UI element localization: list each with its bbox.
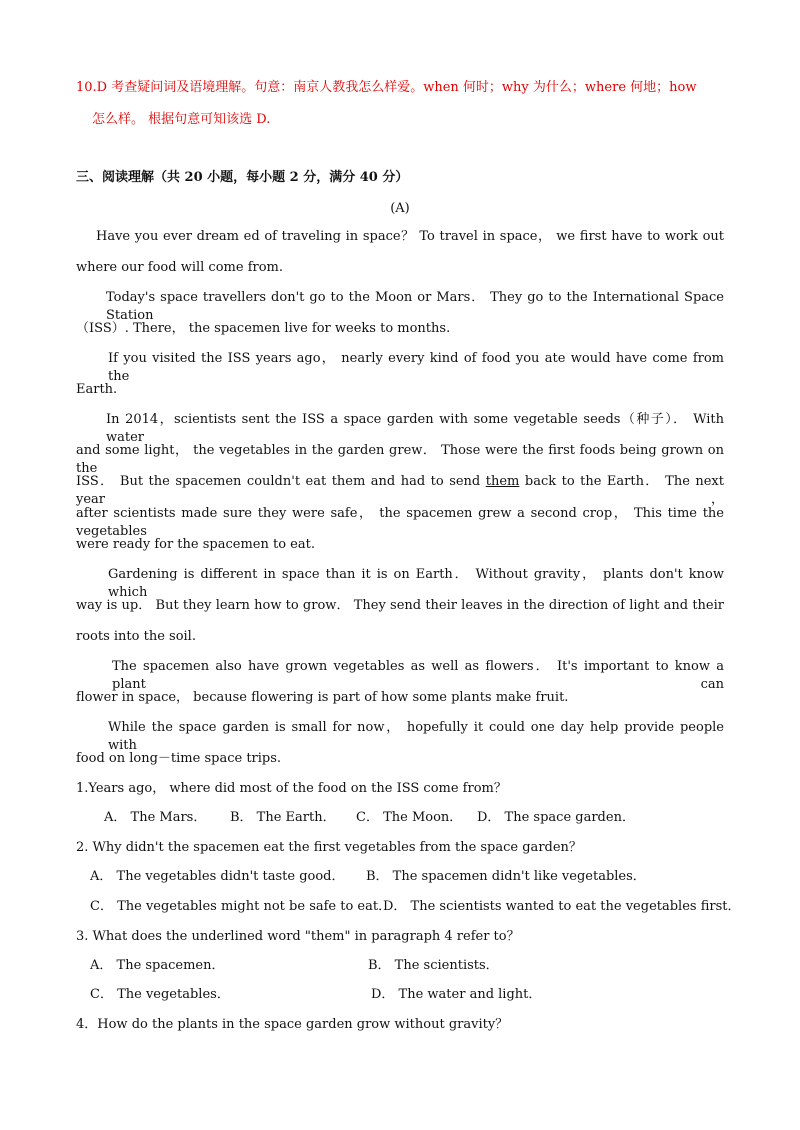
passage-p6-line-1: The spacemen also have grown vegetables as well as flowers． It's important to know a plant can [112,659,724,692]
question-2-option-c: C． The vegetables might not be safe to eat． [90,899,392,914]
question-2-option-d: D． The scientists wanted to eat the vegetables first． [383,899,741,914]
passage-p4-line-5: were ready for the spacemen to eat. [76,537,315,552]
question-2-stem: 2. Why didn't the spacemen eat the first vegetables from the space garden？ [76,840,582,855]
passage-p7-line-1: While the space garden is small for now， hopefully it could one day help provide people with [108,720,724,753]
question-1-option-a: A． The Mars． [104,810,207,825]
passage-p5-line-3: roots into the soil. [76,629,196,644]
passage-p1-line-1: Have you ever dream ed of traveling in space？ To travel in space， we first have to work out [96,229,724,244]
passage-p2-line-2: （ISS）. There， the spacemen live for weeks to months. [76,321,451,336]
answer-note-line-2: 怎么样。 根据句意可知该选 D. [92,112,271,127]
passage-p4-line-1: In 2014，scientists sent the ISS a space garden with some vegetable seeds（种子）． With water [106,412,724,445]
question-1-option-b: B． The Earth． [230,810,336,825]
question-2-option-a: A． The vegetables didn't taste good． [90,869,345,884]
question-3-option-d: D． The water and light． [371,987,542,1002]
passage-p4-line-3-end: back to the Earth． The next year， [76,474,724,507]
question-1-option-d: D． The space garden． [477,810,635,825]
passage-p5-line-1: Gardening is different in space than it is on Earth． Without gravity， plants don't know which [108,567,724,600]
passage-p6-line-2: flower in space， because flowering is part of how some plants make fruit. [76,690,569,705]
passage-p3-line-1: If you visited the ISS years ago， nearly every kind of food you ate would have come from the [108,351,724,384]
passage-p2-line-1: Today's space travellers don't go to the Moon or Mars． They go to the International Space Station [106,290,724,323]
passage-p4-line-4: after scientists made sure they were safe， the spacemen grew a second crop， This time the vegetables [76,506,724,539]
passage-p5-line-2: way is up． But they learn how to grow． They send their leaves in the direction of light and their [76,598,724,613]
passage-p4-line-3-start: ISS． But the spacemen couldn't eat them and had to send [76,474,481,489]
question-3-option-c: C． The vegetables． [90,987,230,1002]
question-2-option-b: B． The spacemen didn't like vegetables． [366,869,646,884]
question-3-option-a: A． The spacemen． [90,958,225,973]
passage-p7-line-2: food on long－time space trips. [76,751,282,766]
underlined-word-them: them [485,474,520,489]
passage-p4-line-3 [76,473,724,509]
passage-label: (A) [390,201,410,216]
question-1-option-c: C． The Moon． [356,810,463,825]
passage-p1-line-2: where our food will come from. [76,260,284,275]
section-title: 三、阅读理解（共 20 小题，每小题 2 分，满分 40 分） [76,170,409,185]
question-4-stem: 4．How do the plants in the space garden grow without gravity？ [76,1017,509,1032]
question-1-stem: 1.Years ago， where did most of the food on the ISS come from？ [76,781,507,796]
answer-note-line-1: 10.D 考查疑问词及语境理解。句意：南京人教我怎么样爱。when 何时；why 为什么；where 何地；how [76,80,697,95]
question-3-stem: 3. What does the underlined word "them" in paragraph 4 refer to？ [76,929,520,944]
passage-p3-line-2: Earth. [76,382,118,397]
question-3-option-b: B． The scientists． [368,958,499,973]
passage-p4-line-2: and some light， the vegetables in the garden grew． Those were the first foods being grown on the [76,443,724,476]
